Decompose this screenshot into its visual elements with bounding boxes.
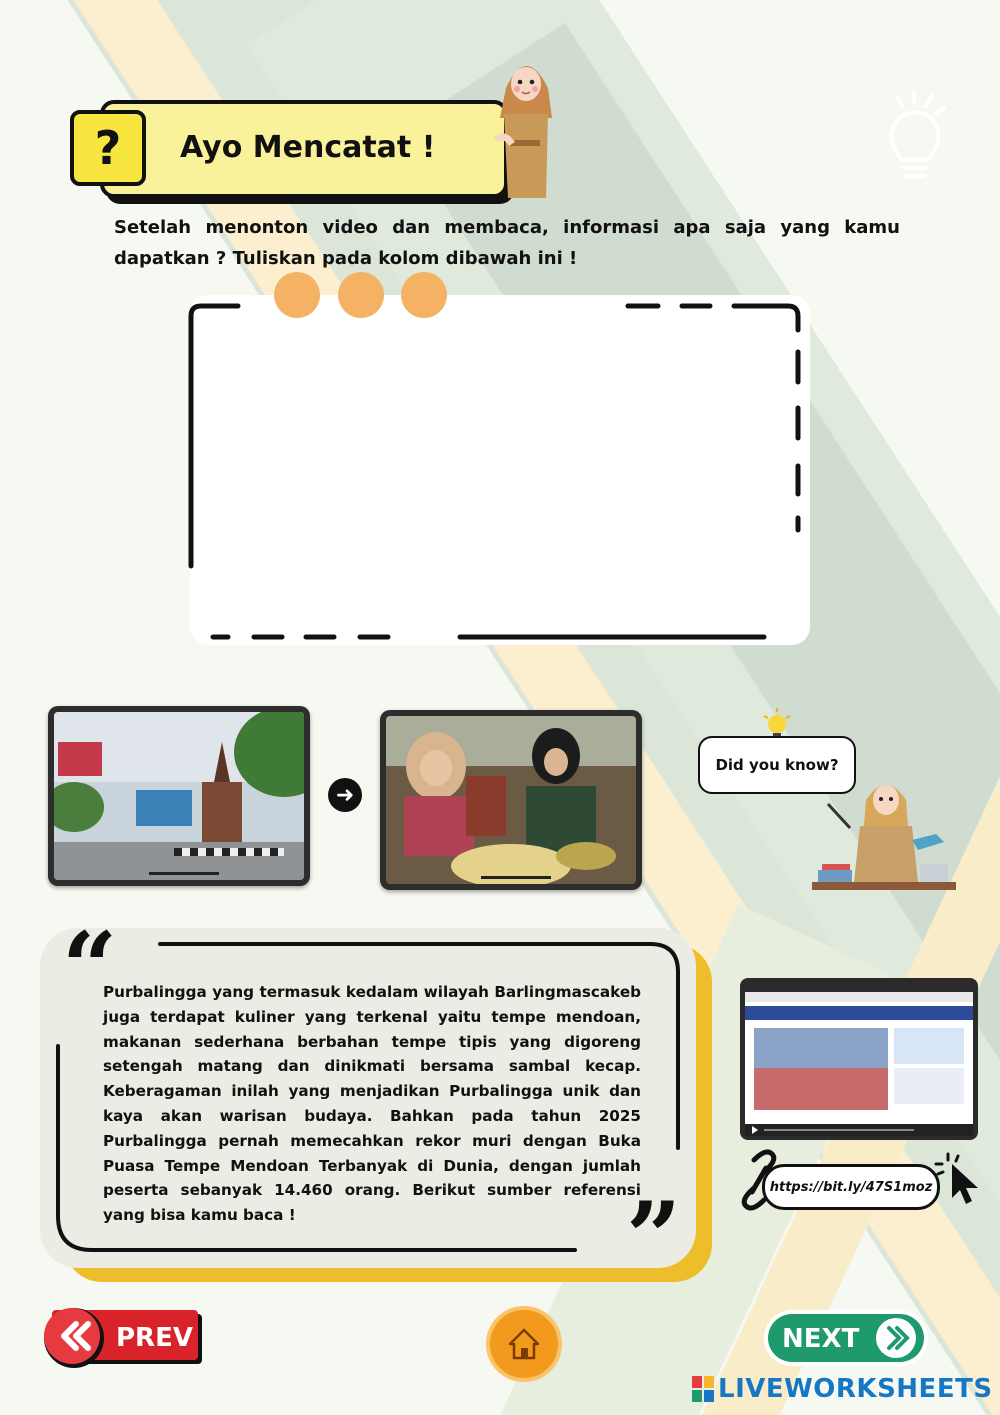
student-character-icon [488,48,564,198]
teacher-character-icon [808,770,958,892]
info-paragraph: Purbalingga yang termasuk kedalam wilayah Barlingmascakeb juga terdapat kuliner yang terkenal yaitu tempe mendoan, makanan sederhana berbahan tempe tipis yang digoreng setengah matang dan dinikmati bersama sambal kecap. Keberagaman inilah yang menjadikan Purbalingga unik dan kaya akan warisan budaya. Bahkan pada tahun 2025 Purbalingga pernah memecahkan rekor muri dengan Buka Puasa Tempe Mendoan Terbanyak di Dunia, dengan jumlah peserta sebanyak 14.460 orang. Berikut sumber referensi yang bisa kamu baca ! [103,983,641,1225]
lightbulb-icon [880,88,950,183]
home-button[interactable] [486,1306,562,1382]
open-quote-icon: “ [62,911,118,1024]
photo-tempe-mendoan-cooking [380,710,642,890]
cursor-click-icon [932,1150,988,1206]
decor-dot [338,272,384,318]
source-link[interactable]: https://bit.ly/47S1moz [762,1164,940,1210]
video-thumbnail[interactable] [740,978,978,1140]
arrow-right-icon: ➜ [328,778,362,812]
prev-label: PREV [116,1323,193,1353]
decor-dot [401,272,447,318]
prev-button[interactable] [42,1306,204,1370]
question-icon: ? [70,110,146,186]
photo-purbalingga-monument [48,706,310,886]
brand-name: LIVEWORKSHEETS [718,1374,993,1404]
liveworksheets-icon [692,1376,714,1402]
liveworksheets-logo [692,1374,993,1404]
close-quote-icon: ” [626,1181,682,1294]
instruction-text: Setelah menonton video dan membaca, informasi apa saja yang kamu dapatkan ? Tuliskan pada kolom dibawah ini ! [114,217,900,269]
next-button[interactable] [762,1306,930,1370]
did-you-know-bubble: Did you know? [698,736,856,794]
next-label: NEXT [782,1324,860,1354]
page-title: Ayo Mencatat ! [180,130,436,165]
decor-dot [274,272,320,318]
home-icon [504,1324,544,1364]
note-frame [180,290,820,650]
